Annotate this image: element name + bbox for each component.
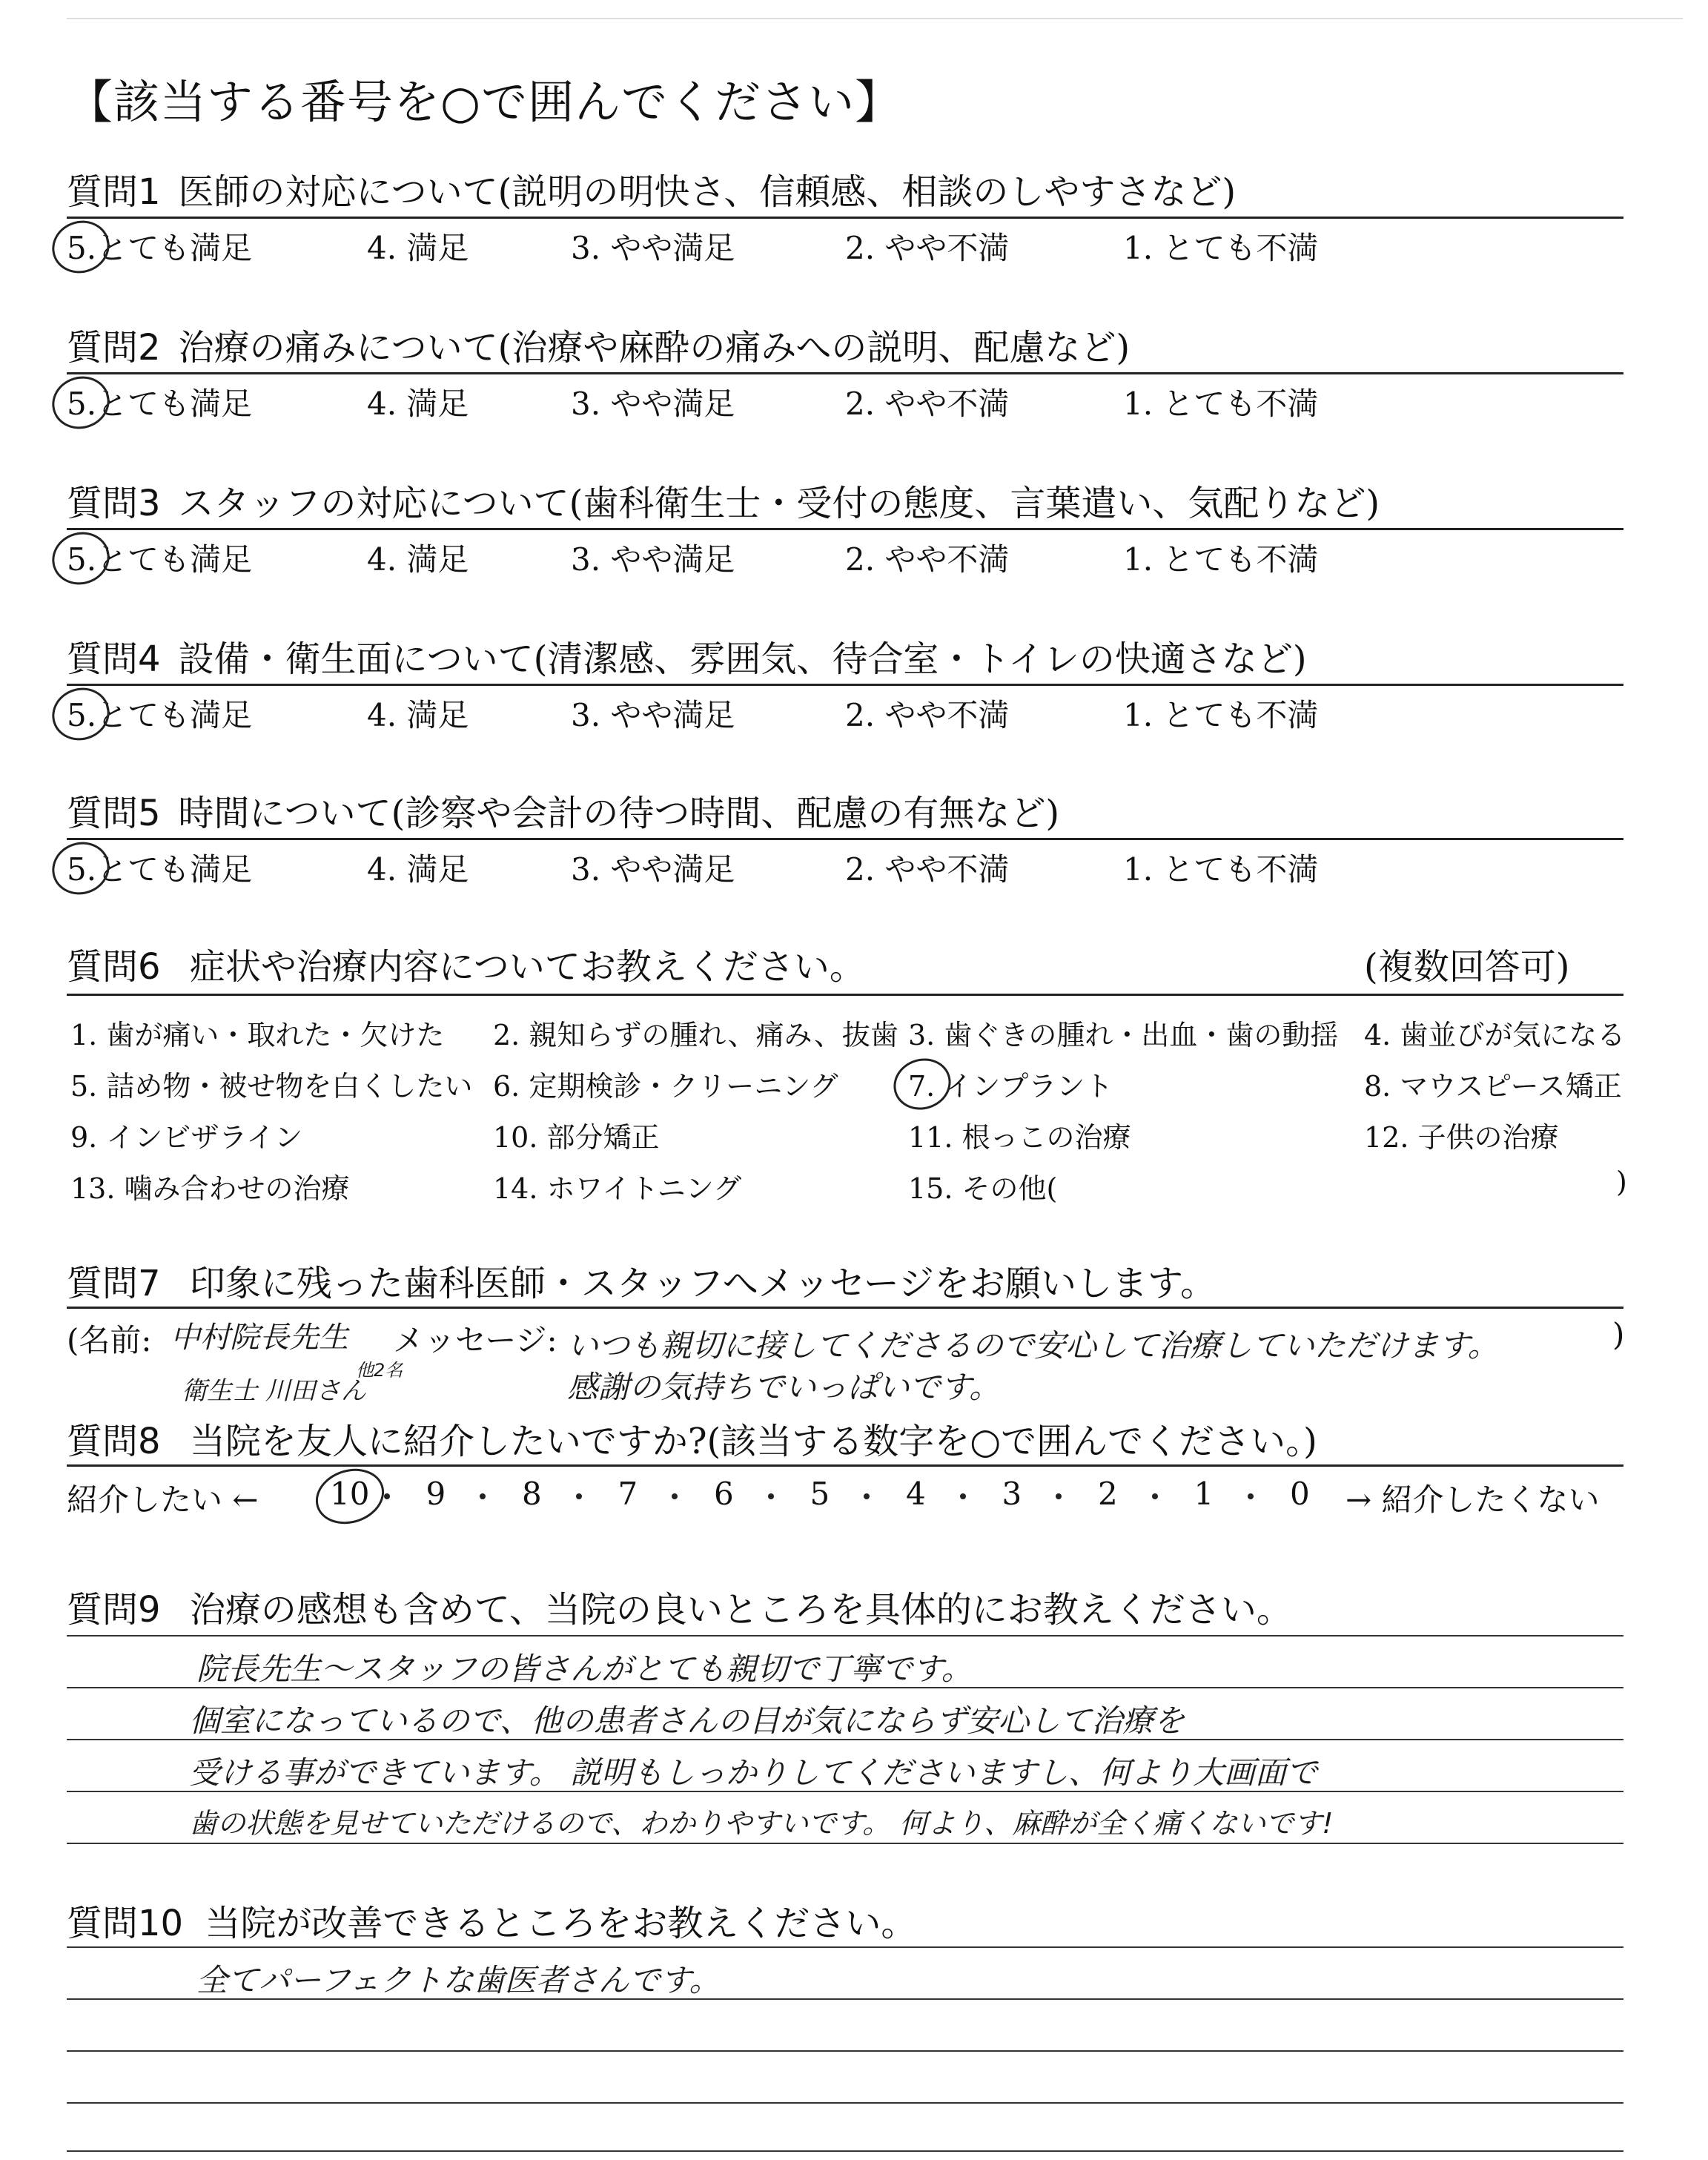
q6-title: [67, 938, 865, 989]
q4-option-4[interactable]: 4. 満足: [367, 697, 469, 733]
q2-option-2[interactable]: 2. やや不満: [845, 386, 1010, 422]
q2-option-1[interactable]: 1. とても不満: [1123, 386, 1319, 422]
q8-number: 質問8: [67, 1421, 161, 1462]
q2-rule: [67, 372, 1623, 374]
q7-title: [67, 1255, 1216, 1306]
q7-message-label: メッセージ:: [393, 1322, 557, 1358]
q10-rule-3: [67, 2102, 1623, 2104]
q6-option-3[interactable]: 3. 歯ぐきの腫れ・出血・歯の動揺: [908, 1019, 1339, 1051]
q10-rule-4: [67, 2150, 1623, 2152]
form-heading: 【該当する番号を○で囲んでください】: [67, 75, 902, 129]
q8-title: [67, 1413, 1317, 1464]
q6-option-2[interactable]: 2. 親知らずの腫れ、痛み、抜歯: [493, 1019, 898, 1051]
q9-rule-4: [67, 1843, 1623, 1844]
q9-answer-line-3[interactable]: 受ける事ができています。 説明もしっかりしてくださいますし、何より大画面で: [189, 1754, 1317, 1791]
q8-text: 当院を友人に紹介したいですか?(該当する数字を○で囲んでください。): [189, 1421, 1317, 1462]
q7-message-line-2[interactable]: 感謝の気持ちでいっぱいです。: [567, 1369, 1001, 1405]
q8-scale-3[interactable]: 3: [1002, 1476, 1022, 1512]
q3-option-1[interactable]: 1. とても不満: [1123, 541, 1319, 578]
q6-option-8[interactable]: 8. マウスピース矯正: [1364, 1070, 1622, 1103]
q8-right-label: → 紹介したくない: [1345, 1482, 1600, 1518]
q8-scale-6[interactable]: 6: [714, 1476, 734, 1512]
q1-option-4[interactable]: 4. 満足: [367, 230, 469, 266]
q7-number: 質問7: [67, 1263, 161, 1304]
page-top-edge: [67, 18, 1683, 19]
q8-scale-2[interactable]: 2: [1098, 1476, 1118, 1512]
q6-note: (複数回答可): [1364, 946, 1570, 988]
q5-option-4[interactable]: 4. 満足: [367, 851, 469, 888]
q10-text: 当院が改善できるところをお教えください。: [205, 1903, 917, 1944]
q1-text: 医師の対応について(説明の明快さ、信頼感、相談のしやすさなど): [178, 171, 1237, 213]
q6-option-10[interactable]: 10. 部分矯正: [493, 1121, 660, 1154]
q3-rule: [67, 528, 1623, 530]
q7-name-note[interactable]: 他2名: [356, 1360, 403, 1381]
q8-scale-7[interactable]: 7: [618, 1476, 638, 1512]
q10-rule-0: [67, 1946, 1623, 1948]
q4-rule: [67, 684, 1623, 686]
q2-option-3[interactable]: 3. やや満足: [571, 386, 735, 422]
q4-option-5[interactable]: 5.とても満足: [67, 697, 253, 733]
q6-option-6[interactable]: 6. 定期検診・クリーニング: [493, 1070, 838, 1103]
q9-title: [67, 1581, 1292, 1632]
q8-separator-dot: [480, 1493, 486, 1499]
q6-option-5[interactable]: 5. 詰め物・被せ物を白くしたい: [70, 1070, 473, 1103]
q4-option-2[interactable]: 2. やや不満: [845, 697, 1010, 733]
q9-number: 質問9: [67, 1589, 161, 1631]
q8-scale-8[interactable]: 8: [522, 1476, 542, 1512]
q10-title: [67, 1895, 916, 1946]
q8-separator-dot: [672, 1493, 678, 1499]
q4-text: 設備・衛生面について(清潔感、雰囲気、待合室・トイレの快適さなど): [178, 638, 1307, 680]
q8-separator-dot: [1152, 1493, 1158, 1499]
q8-rule: [67, 1464, 1623, 1467]
q1-option-2[interactable]: 2. やや不満: [845, 230, 1010, 266]
q5-option-5[interactable]: 5.とても満足: [67, 851, 253, 888]
q3-option-5[interactable]: 5.とても満足: [67, 541, 253, 578]
q1-number: 質問1: [67, 171, 161, 213]
q8-separator-dot: [960, 1493, 966, 1499]
q8-scale-4[interactable]: 4: [906, 1476, 926, 1512]
q7-name-value-2[interactable]: 衛生士 川田さん: [182, 1376, 366, 1406]
q9-answer-line-1[interactable]: 院長先生〜スタッフの皆さんがとても親切で丁寧です。: [196, 1651, 973, 1687]
q10-answer-line-1[interactable]: 全てパーフェクトな歯医者さんです。: [196, 1962, 721, 1998]
q3-option-3[interactable]: 3. やや満足: [571, 541, 735, 578]
q4-option-3[interactable]: 3. やや満足: [571, 697, 735, 733]
q5-text: 時間について(診察や会計の待つ時間、配慮の有無など): [178, 793, 1060, 834]
q6-option-7[interactable]: 7. インプラント: [908, 1070, 1113, 1103]
q4-option-1[interactable]: 1. とても不満: [1123, 697, 1319, 733]
q6-option-12[interactable]: 12. 子供の治療: [1364, 1121, 1559, 1154]
q6-number: 質問6: [67, 946, 161, 988]
q7-text: 印象に残った歯科医師・スタッフへメッセージをお願いします。: [189, 1263, 1217, 1304]
q8-scale-1[interactable]: 1: [1194, 1476, 1214, 1512]
q7-rule: [67, 1307, 1623, 1309]
q6-option-1[interactable]: 1. 歯が痛い・取れた・欠けた: [70, 1019, 445, 1051]
q8-scale-9[interactable]: 9: [426, 1476, 446, 1512]
q6-option-9[interactable]: 9. インビザライン: [70, 1121, 303, 1154]
q6-option-15[interactable]: 15. その他(: [908, 1172, 1058, 1205]
q9-answer-line-4[interactable]: 歯の状態を見せていただけるので、わかりやすいです。 何より、麻酔が全く痛くないです!: [189, 1807, 1334, 1840]
q8-separator-dot: [768, 1493, 774, 1499]
q7-message-line-1[interactable]: いつも親切に接してくださるので安心して治療していただけます。: [567, 1327, 1499, 1364]
q3-option-4[interactable]: 4. 満足: [367, 541, 469, 578]
q8-separator-dot: [576, 1493, 582, 1499]
q8-left-label: 紹介したい ←: [67, 1482, 259, 1518]
q5-option-2[interactable]: 2. やや不満: [845, 851, 1010, 888]
q5-number: 質問5: [67, 793, 161, 834]
q8-separator-dot: [1056, 1493, 1062, 1499]
q6-text: 症状や治療内容についてお教えください。: [189, 946, 865, 988]
q2-option-5[interactable]: 5.とても満足: [67, 386, 253, 422]
q1-option-1[interactable]: 1. とても不満: [1123, 230, 1319, 266]
q10-rule-2: [67, 2050, 1623, 2052]
q2-title: [67, 319, 1130, 370]
q10-number: 質問10: [67, 1903, 184, 1944]
q6-option-14[interactable]: 14. ホワイトニング: [493, 1172, 742, 1205]
q4-number: 質問4: [67, 638, 161, 680]
q9-rule-0: [67, 1635, 1623, 1636]
q1-rule: [67, 217, 1623, 219]
q8-scale-0[interactable]: 0: [1290, 1476, 1310, 1512]
q5-option-3[interactable]: 3. やや満足: [571, 851, 735, 888]
q6-other-close-paren: ): [1616, 1166, 1627, 1198]
q9-text: 治療の感想も含めて、当院の良いところを具体的にお教えください。: [189, 1589, 1292, 1631]
q7-name-value[interactable]: 中村院長先生: [171, 1321, 348, 1355]
q6-option-13[interactable]: 13. 噛み合わせの治療: [70, 1172, 350, 1205]
q5-rule: [67, 838, 1623, 840]
q1-title: [67, 163, 1236, 214]
q6-option-11[interactable]: 11. 根っこの治療: [908, 1121, 1131, 1154]
q2-option-4[interactable]: 4. 満足: [367, 386, 469, 422]
q1-option-5[interactable]: 5.とても満足: [67, 230, 253, 266]
q8-scale-10[interactable]: 10: [330, 1476, 370, 1512]
q7-close-paren: ): [1612, 1316, 1625, 1353]
q3-option-2[interactable]: 2. やや不満: [845, 541, 1010, 578]
q8-separator-dot: [1248, 1493, 1254, 1499]
q3-text: スタッフの対応について(歯科衛生士・受付の態度、言葉遣い、気配りなど): [178, 483, 1380, 524]
q8-separator-dot: [384, 1493, 390, 1499]
q8-separator-dot: [864, 1493, 870, 1499]
q2-text: 治療の痛みについて(治療や麻酔の痛みへの説明、配慮など): [178, 327, 1131, 369]
q8-scale-5[interactable]: 5: [810, 1476, 830, 1512]
q5-title: [67, 785, 1059, 836]
q9-answer-line-2[interactable]: 個室になっているので、他の患者さんの目が気にならず安心して治療を: [189, 1702, 1185, 1739]
q6-selected-circle-7: [887, 1051, 957, 1117]
q2-number: 質問2: [67, 327, 161, 369]
q3-number: 質問3: [67, 483, 161, 524]
q3-title: [67, 475, 1380, 526]
q6-option-4[interactable]: 4. 歯並びが気になる: [1364, 1019, 1626, 1051]
q6-rule: [67, 994, 1623, 996]
q8-selected-circle-10: [308, 1460, 391, 1533]
q4-title: [67, 630, 1307, 681]
q1-option-3[interactable]: 3. やや満足: [571, 230, 735, 266]
q7-name-label: (名前:: [67, 1322, 152, 1358]
q5-option-1[interactable]: 1. とても不満: [1123, 851, 1319, 888]
